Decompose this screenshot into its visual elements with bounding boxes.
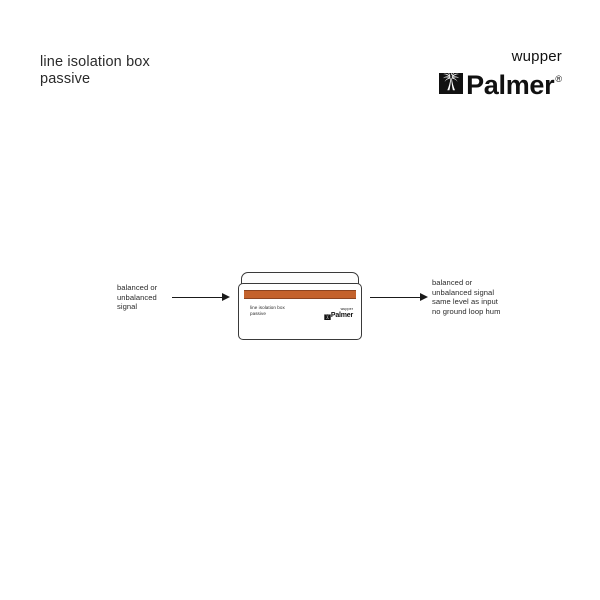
brand-palmer-label: Palmer [466, 70, 555, 100]
output-annotation [432, 278, 572, 316]
device-brand-palmer: Palmer [330, 312, 353, 319]
device-orange-stripe [244, 290, 356, 299]
input-arrow-icon [172, 293, 230, 303]
device-palm-tree-icon [324, 312, 331, 320]
palm-tree-icon [439, 64, 463, 99]
output-arrow-icon [370, 293, 428, 303]
page-title-line1: line isolation box [40, 54, 150, 70]
device-brand-wupper: wupper [340, 307, 353, 311]
device-brand-mark [324, 306, 353, 320]
device-brand-palmer-row [324, 312, 353, 320]
device-illustration [238, 272, 362, 340]
input-arrow-shaft [172, 297, 223, 298]
brand-registered-mark: ® [555, 74, 562, 84]
output-annotation-line3: same level as input [432, 297, 498, 307]
page-title-line2: passive [40, 71, 91, 87]
input-annotation-line2: unbalanced [117, 292, 157, 302]
output-annotation-line1: balanced or [432, 278, 473, 287]
brand-logo [402, 48, 562, 100]
device-front-label [250, 305, 285, 317]
output-annotation-line2: unbalanced signal [432, 287, 495, 297]
output-arrow-head [420, 293, 428, 301]
input-annotation-line1: balanced or [117, 283, 158, 292]
output-arrow-shaft [370, 297, 421, 298]
brand-wupper-label: wupper [511, 48, 562, 65]
page-title [40, 54, 150, 88]
input-arrow-head [222, 293, 230, 301]
device-label-line2: passive [250, 311, 266, 316]
output-annotation-line4: no ground loop hum [432, 306, 501, 316]
input-annotation-line3: signal [117, 302, 138, 312]
device-label-line1: line isolation box [250, 305, 285, 310]
brand-palmer-row [439, 64, 562, 99]
